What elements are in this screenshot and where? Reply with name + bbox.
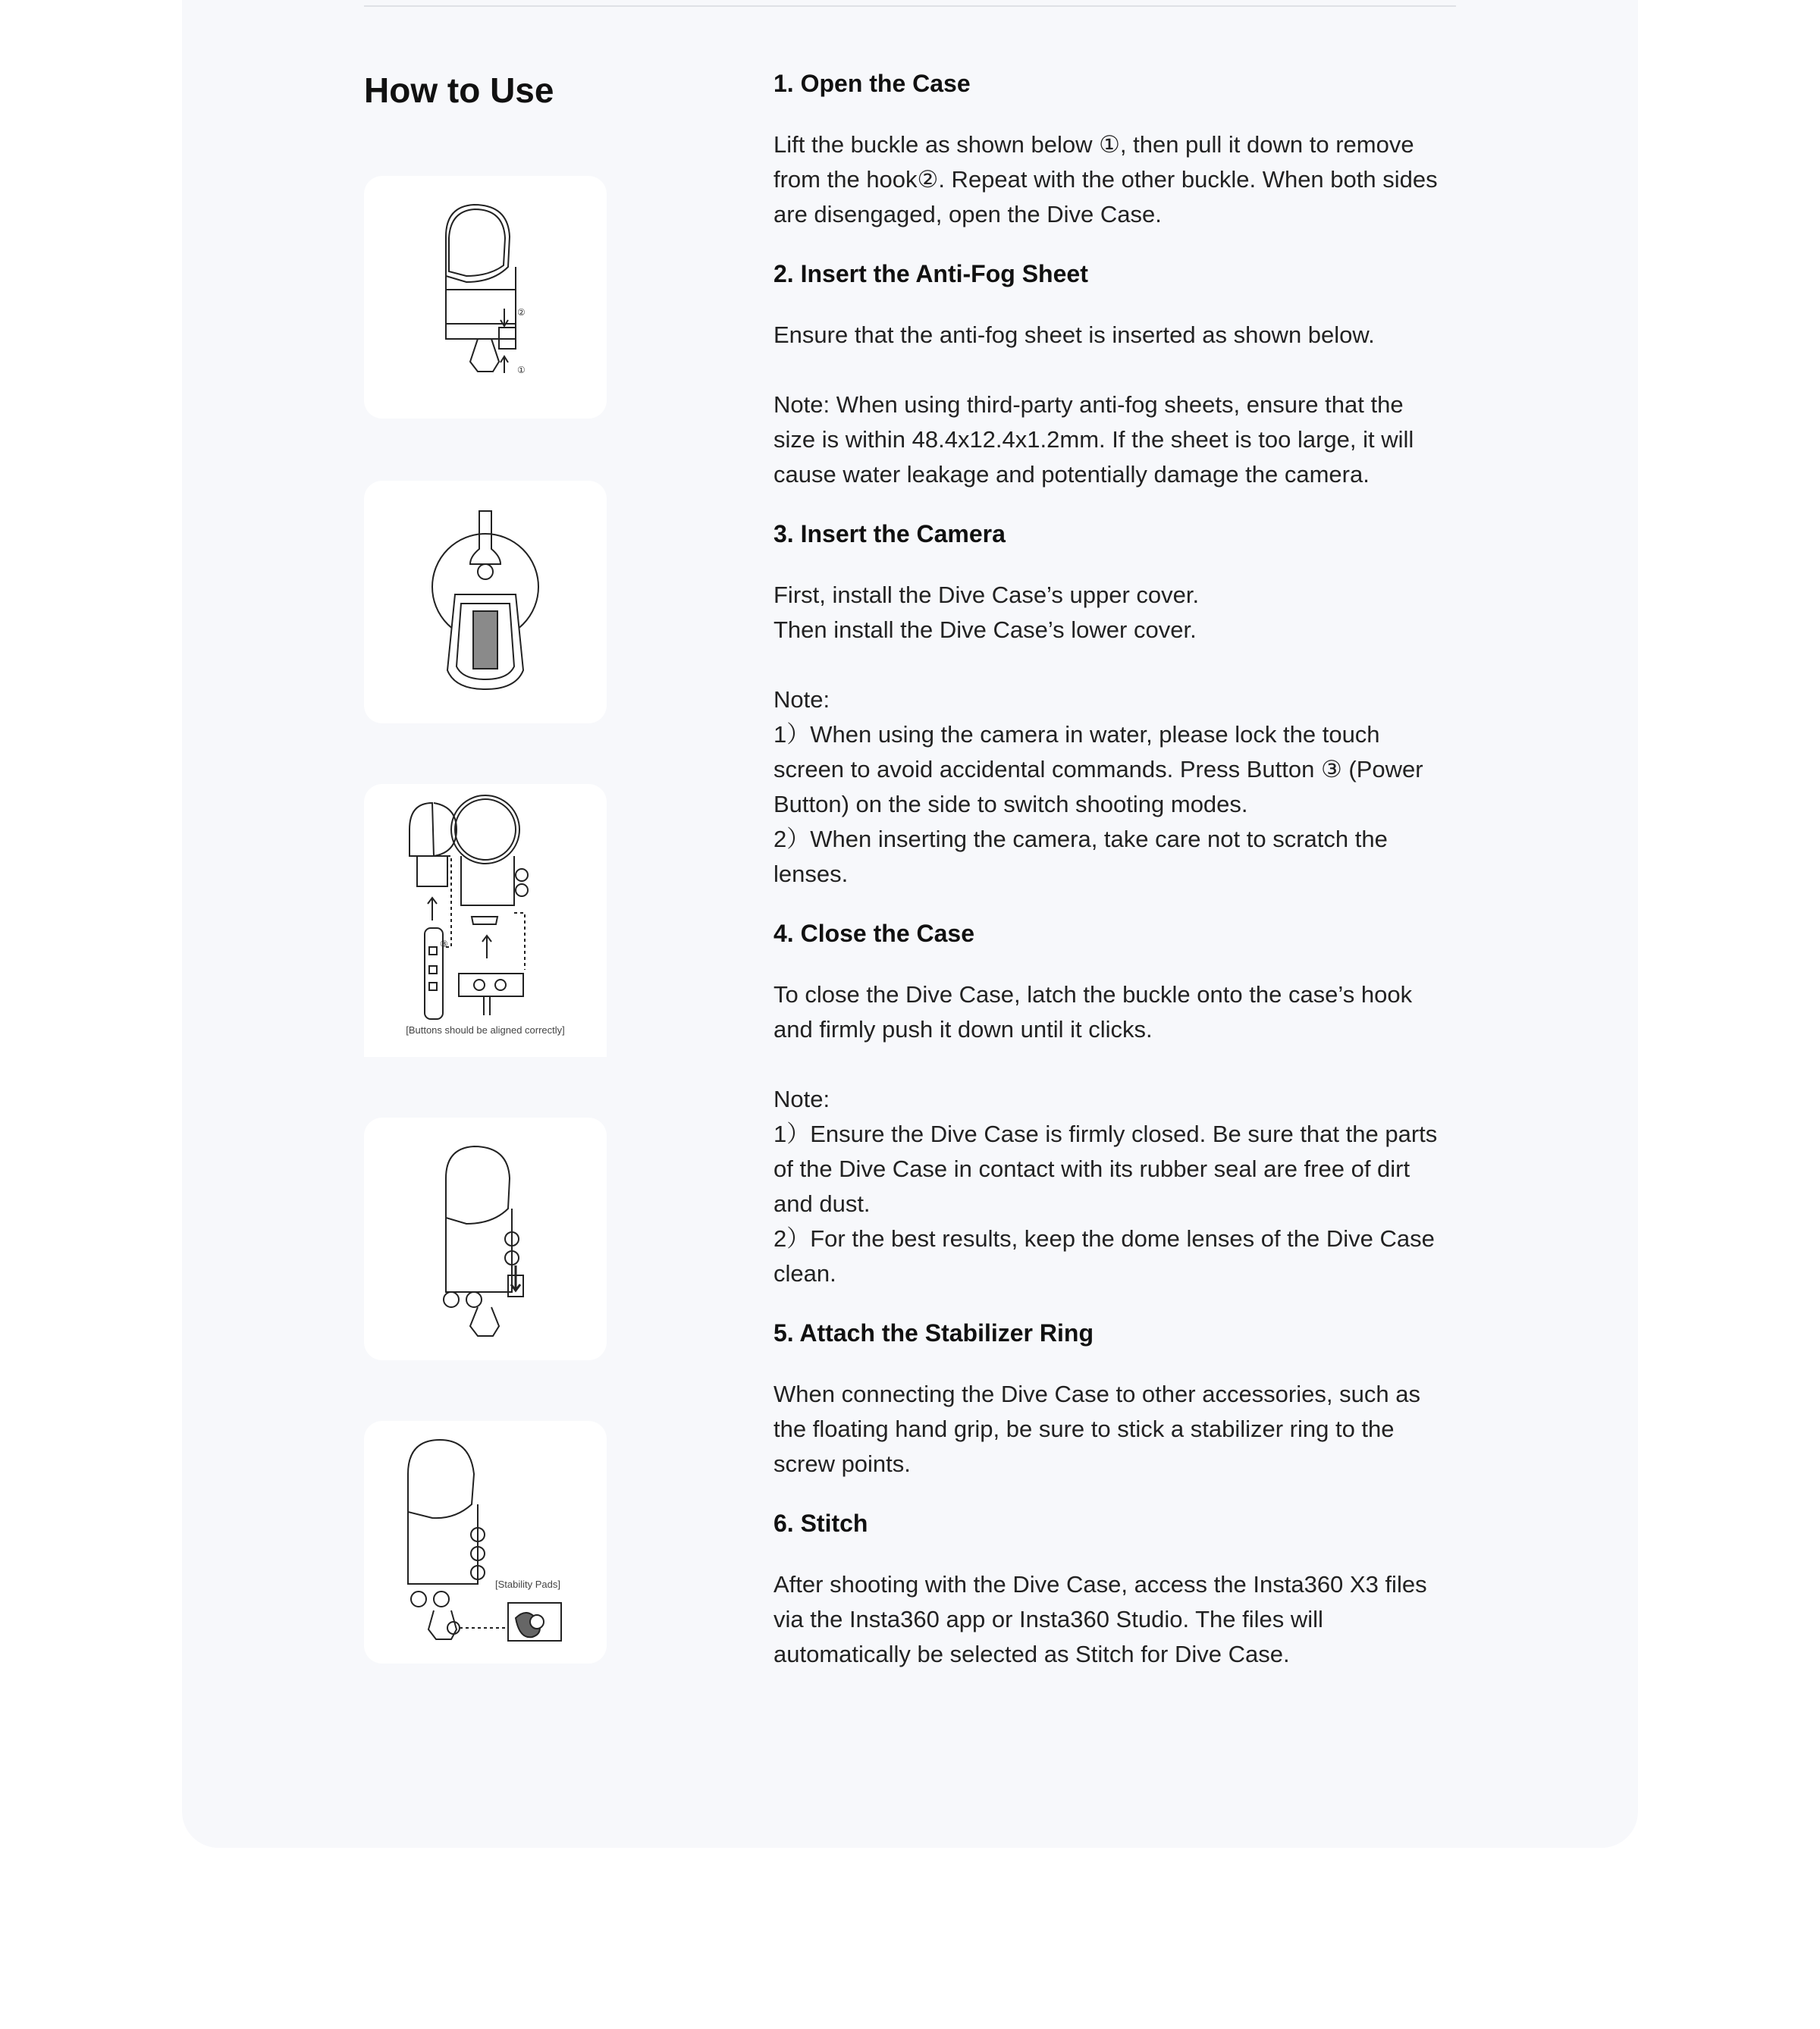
step-paragraph: After shooting with the Dive Case, access the Insta360 X3 files via the Insta360 app or Insta360 Studio. The files will automatically be selected as Stitch for Dive Case. <box>774 1571 1427 1667</box>
step-heading: 5. Attach the Stabilizer Ring <box>774 1319 1094 1347</box>
step-heading: 1. Open the Case <box>774 70 971 97</box>
stabilizer-drawing <box>364 1421 607 1664</box>
step-paragraph: Lift the buckle as shown below ①, then pull it down to remove from the hook②. Repeat with the other buckle. When both sides are disengaged, open the Dive Case. <box>774 131 1438 227</box>
section-divider <box>364 5 1456 7</box>
open-case-illustration <box>364 176 607 419</box>
open-case-drawing <box>364 176 607 419</box>
step-heading: 6. Stitch <box>774 1510 868 1537</box>
steps-list <box>774 62 1441 1692</box>
anti-fog-illustration <box>364 481 607 723</box>
step-note: Note: When using third-party anti-fog sheets, ensure that the size is within 48.4x12.4x1.2mm. If the sheet is too large, it will cause water leakage and potentially damage the camera. <box>774 391 1414 488</box>
step-anti-fog <box>774 252 1441 492</box>
page-title: How to Use <box>364 71 554 110</box>
step-stabilizer-ring <box>774 1312 1441 1482</box>
step-open-case <box>774 62 1441 232</box>
step-paragraph: When connecting the Dive Case to other accessories, such as the floating hand grip, be sure to stick a stabilizer ring to the screw points. <box>774 1381 1420 1477</box>
stability-pads-caption: [Stability Pads] <box>495 1579 560 1590</box>
marker-1: ① <box>517 365 526 375</box>
alignment-caption: [Buttons should be aligned correctly] <box>406 1024 565 1036</box>
marker-3: ③ <box>440 939 448 949</box>
step-paragraph: Ensure that the anti-fog sheet is inserted as shown below. <box>774 321 1375 348</box>
insert-camera-drawing <box>364 784 607 1057</box>
stabilizer-illustration <box>364 1421 607 1664</box>
step-heading: 3. Insert the Camera <box>774 520 1006 547</box>
step-insert-camera <box>774 513 1441 892</box>
anti-fog-drawing <box>364 481 607 723</box>
step-stitch <box>774 1502 1441 1672</box>
step-paragraph: To close the Dive Case, latch the buckle onto the case’s hook and firmly push it down until it clicks. <box>774 981 1413 1043</box>
step-heading: 4. Close the Case <box>774 920 974 947</box>
step-note: Note: 1）Ensure the Dive Case is firmly closed. Be sure that the parts of the Dive Case in contact with its rubber seal are free of dirt and dust. 2）For the best results, keep the dome lenses of the Dive Case clean. <box>774 1086 1438 1287</box>
step-paragraph: First, install the Dive Case’s upper cover. Then install the Dive Case’s lower cover. <box>774 582 1200 643</box>
step-close-case <box>774 912 1441 1291</box>
step-heading: 2. Insert the Anti-Fog Sheet <box>774 260 1088 287</box>
insert-camera-illustration <box>364 784 607 1057</box>
close-case-illustration <box>364 1118 607 1360</box>
step-note: Note: 1）When using the camera in water, please lock the touch screen to avoid accidental commands. Press Button ③ (Power Button) on the side to switch shooting modes. 2）When inserting the camera, take care not to scratch the lenses. <box>774 686 1423 887</box>
marker-2: ② <box>517 307 526 318</box>
close-case-drawing <box>364 1118 607 1360</box>
